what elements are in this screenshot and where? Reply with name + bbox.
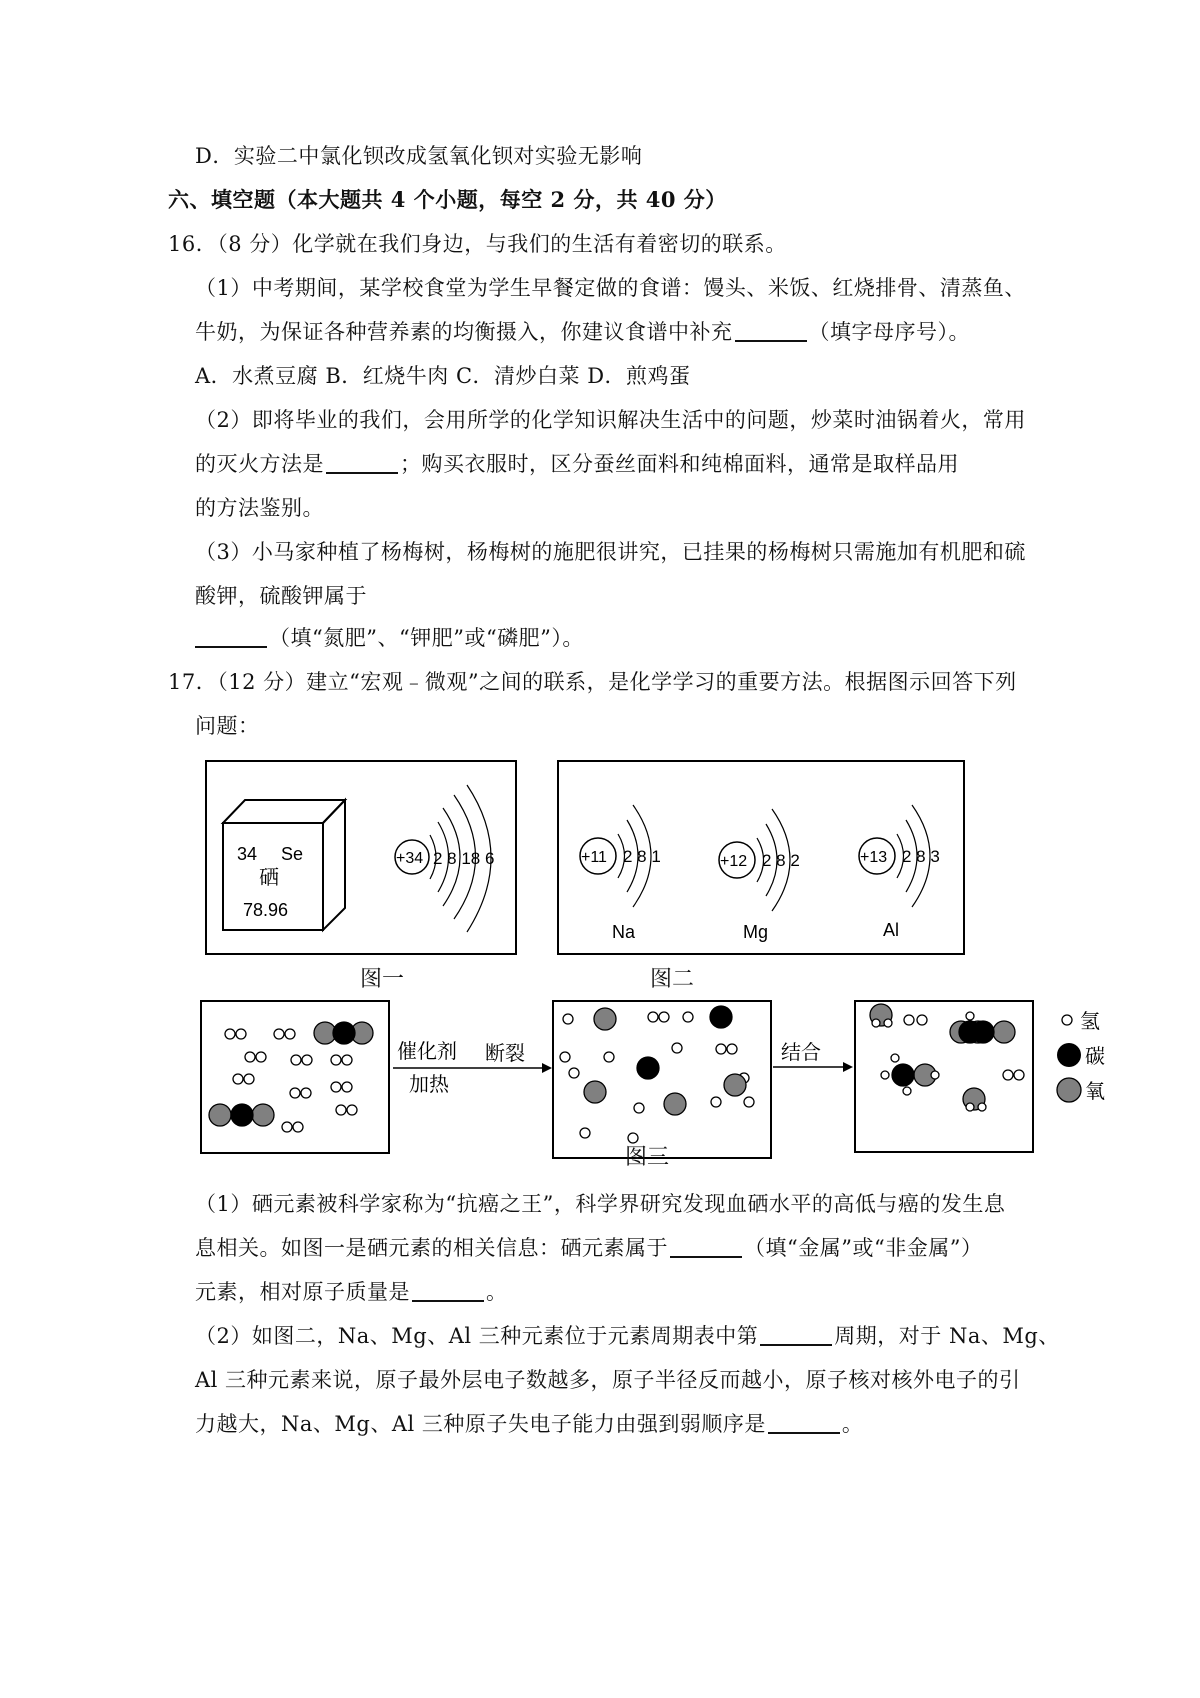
q17-p1-line3 [195, 1278, 508, 1306]
mg-symbol: Mg [743, 922, 769, 942]
mg-shells: 2 8 2 [762, 851, 800, 870]
na-nucleus: +11 [581, 849, 607, 866]
figure-1-label: 图一 [360, 967, 405, 992]
answer-blank[interactable] [735, 320, 807, 342]
q17-p1-line1: （1）硒元素被科学家称为“抗癌之王”，科学界研究发现血硒水平的高低与癌的发生息 [195, 1192, 1006, 1216]
legend [1057, 1010, 1105, 1103]
q17-p1-text2: 元素，相对原子质量是 [195, 1280, 410, 1304]
figure-1-selenium [205, 760, 517, 955]
q16-stem: 16．（8 分）化学就在我们身边，与我们的生活有着密切的联系。 [168, 232, 787, 256]
q17-stem-line1: 17．（12 分）建立“宏观﹣微观”之间的联系，是化学学习的重要方法。根据图示回答下列 [168, 670, 1017, 694]
electron-shells: 2 8 18 6 [433, 849, 495, 868]
legend-hydrogen: 氢 [1080, 1011, 1100, 1033]
legend-carbon: 碳 [1085, 1046, 1105, 1068]
legend-oxygen: 氧 [1085, 1081, 1105, 1103]
na-shells: 2 8 1 [623, 847, 661, 866]
arrow1-bottom-label: 加热 [409, 1074, 449, 1096]
q17-p2-text2: 力越大，Na、Mg、Al 三种原子失电子能力由强到弱顺序是 [195, 1412, 766, 1436]
q16-p3-text: （填“氮肥”、“钾肥”或“磷肥”）。 [269, 626, 584, 650]
answer-blank[interactable] [412, 1280, 484, 1302]
al-nucleus: +13 [860, 849, 888, 866]
answer-blank[interactable] [768, 1412, 840, 1434]
q16-p2-line2 [195, 450, 959, 478]
q17-p1-text-tail: （填“金属”或“非金属”） [744, 1236, 983, 1260]
q17-p1-end: 。 [486, 1280, 508, 1304]
mg-nucleus: +12 [720, 853, 748, 870]
sodium-atom [580, 805, 661, 942]
answer-blank[interactable] [670, 1236, 742, 1258]
al-symbol: Al [883, 920, 900, 940]
answer-blank[interactable] [195, 626, 267, 648]
q17-p2-line2: Al 三种元素来说，原子最外层电子数越多，原子半径反而越小，原子核对核外电子的引 [195, 1368, 1021, 1392]
q16-p3-line3 [195, 624, 584, 652]
q16-p2-text-tail: ；购买衣服时，区分蚕丝面料和纯棉面料，通常是取样品用 [400, 452, 959, 476]
q16-options: A．水煮豆腐 B．红烧牛肉 C．清炒白菜 D．煎鸡蛋 [195, 364, 691, 388]
q17-stem-line2: 问题： [195, 714, 260, 738]
q16-p1-line2 [195, 318, 970, 346]
q16-p3-line1: （3）小马家种植了杨梅树，杨梅树的施肥很讲究，已挂果的杨梅树只需施加有机肥和硫 [195, 540, 1026, 564]
q17-p1-line2 [195, 1234, 982, 1262]
q17-p2-text-tail: 周期，对于 Na、Mg、 [834, 1324, 1060, 1348]
nucleus-charge: +34 [396, 850, 424, 867]
na-symbol: Na [612, 922, 636, 942]
figure-3-label: 图三 [625, 1145, 670, 1170]
aluminum-atom [859, 805, 940, 940]
q16-p1-text: 牛奶，为保证各种营养素的均衡摄入，你建议食谱中补充 [195, 320, 733, 344]
answer-blank[interactable] [326, 452, 398, 474]
magnesium-atom [719, 809, 800, 942]
figure-2-label: 图二 [650, 967, 695, 992]
q17-p2-line1 [195, 1322, 1060, 1350]
q17-p2-text: （2）如图二，Na、Mg、Al 三种元素位于元素周期表中第 [195, 1324, 759, 1348]
q17-p2-end: 。 [841, 1412, 864, 1436]
arrow1-top-label: 催化剂 [397, 1041, 457, 1063]
al-shells: 2 8 3 [902, 847, 940, 866]
q16-p3-line2: 酸钾，硫酸钾属于 [195, 584, 367, 608]
q16-p2-line3: 的方法鉴别。 [195, 496, 324, 520]
q16-p2-line1: （2）即将毕业的我们，会用所学的化学知识解决生活中的问题，炒菜时油锅着火，常用 [195, 408, 1026, 432]
arrow2-label: 断裂 [485, 1043, 525, 1065]
figure-2-atoms [557, 760, 965, 955]
q16-p1-text-tail: （填字母序号）。 [808, 320, 970, 344]
q16-p1-line1: （1）中考期间，某学校食堂为学生早餐定做的食谱：馒头、米饭、红烧排骨、清蒸鱼、 [195, 276, 1026, 300]
q17-p2-line3 [195, 1410, 863, 1438]
q17-p1-text: 息相关。如图一是硒元素的相关信息：硒元素属于 [195, 1236, 668, 1260]
atomic-number: 34 [237, 844, 258, 864]
section-title: 六、填空题（本大题共 4 个小题，每空 2 分，共 40 分） [168, 187, 727, 212]
answer-blank[interactable] [760, 1324, 832, 1346]
option-d: D．实验二中氯化钡改成氢氧化钡对实验无影响 [195, 144, 643, 168]
atomic-mass: 78.96 [243, 900, 289, 920]
element-symbol: Se [281, 844, 304, 864]
arrow3-label: 结合 [781, 1042, 821, 1064]
element-name: 硒 [259, 867, 279, 889]
q16-p2-text: 的灭火方法是 [195, 452, 324, 476]
